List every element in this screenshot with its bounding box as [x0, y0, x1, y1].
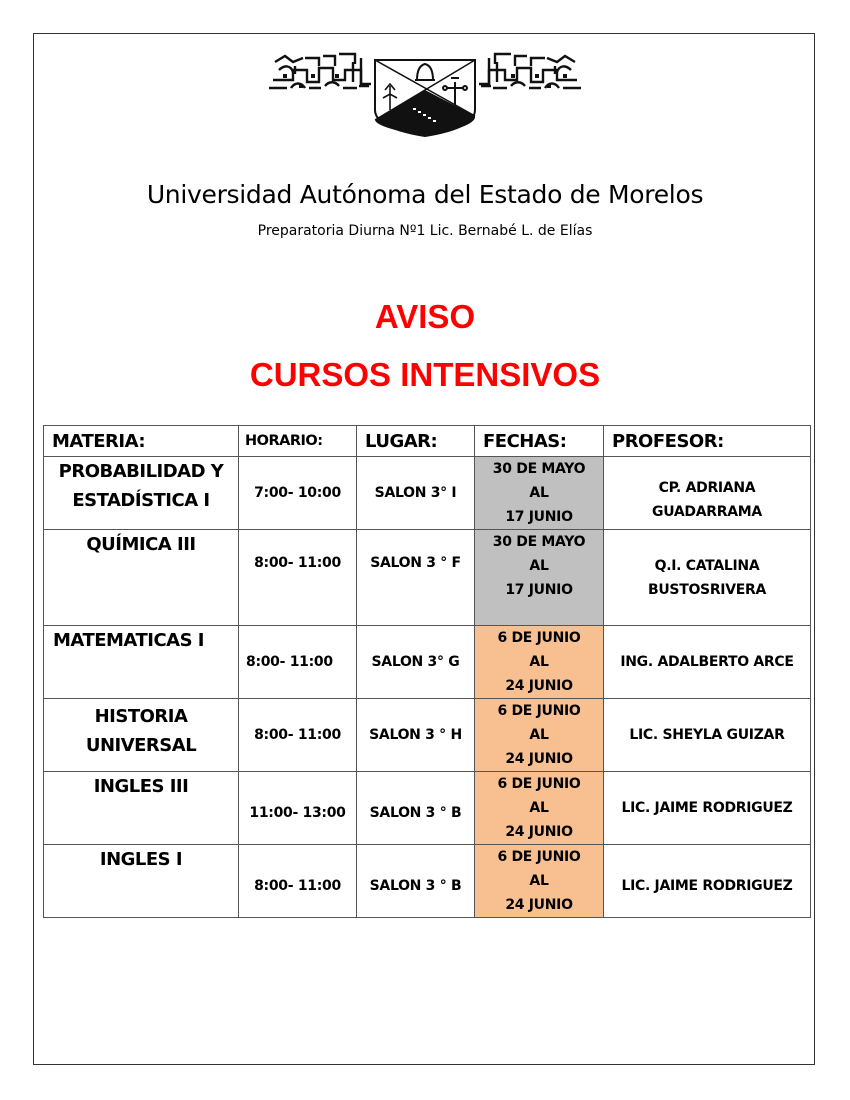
cell-horario: 11:00- 13:00 [239, 772, 357, 845]
materia-line: INGLES I [99, 849, 183, 870]
fecha-start: 6 DE JUNIO [497, 703, 581, 719]
cell-horario: 8:00- 11:00 [239, 626, 357, 699]
notice-title: AVISO [374, 298, 476, 335]
fecha-start: 30 DE MAYO [492, 534, 586, 550]
fecha-end: 24 JUNIO [505, 897, 573, 913]
materia-line: HISTORIA [94, 706, 188, 727]
cell-fechas [475, 845, 604, 918]
fecha-connector: AL [529, 873, 549, 889]
materia-line: QUÍMICA III [86, 534, 196, 555]
cell-fechas [475, 457, 604, 530]
fecha-end: 17 JUNIO [505, 582, 573, 598]
profesor-line: BUSTOSRIVERA [647, 582, 767, 598]
cell-materia [44, 772, 239, 845]
fecha-connector: AL [529, 558, 549, 574]
cell-lugar: SALON 3 ° B [357, 772, 475, 845]
cell-lugar: SALON 3 ° F [357, 530, 475, 626]
table-row [44, 772, 811, 845]
fecha-connector: AL [529, 727, 549, 743]
cell-lugar: SALON 3° I [357, 457, 475, 530]
cell-materia [44, 699, 239, 772]
materia-line: INGLES III [93, 776, 189, 797]
profesor-line: ING. ADALBERTO ARCE [620, 654, 794, 670]
cell-profesor [604, 845, 811, 918]
profesor-line: CP. ADRIANA [658, 480, 756, 496]
fecha-start: 30 DE MAYO [492, 461, 586, 477]
cell-fechas [475, 530, 604, 626]
cell-profesor [604, 772, 811, 845]
cell-fechas [475, 626, 604, 699]
crest-icon [265, 40, 585, 140]
cell-profesor [604, 530, 811, 626]
cell-lugar: SALON 3 ° B [357, 845, 475, 918]
table-row [44, 699, 811, 772]
cell-horario: 7:00- 10:00 [239, 457, 357, 530]
table-row [44, 530, 811, 626]
table-header-row [44, 426, 811, 457]
cell-horario: 8:00- 11:00 [239, 699, 357, 772]
courses-table [43, 425, 811, 918]
school-name: Preparatoria Diurna Nº1 Lic. Bernabé L. de Elías [257, 223, 593, 239]
profesor-line: LIC. JAIME RODRIGUEZ [621, 878, 793, 894]
fecha-end: 17 JUNIO [505, 509, 573, 525]
cell-materia [44, 530, 239, 626]
fecha-start: 6 DE JUNIO [497, 849, 581, 865]
cell-fechas [475, 772, 604, 845]
fecha-start: 6 DE JUNIO [497, 776, 581, 792]
profesor-line: LIC. JAIME RODRIGUEZ [621, 800, 793, 816]
fecha-end: 24 JUNIO [505, 751, 573, 767]
university-crest-logo [265, 40, 585, 140]
cell-lugar: SALON 3° G [357, 626, 475, 699]
column-header-profesor: PROFESOR: [604, 426, 811, 457]
cell-profesor [604, 457, 811, 530]
cell-lugar: SALON 3 ° H [357, 699, 475, 772]
profesor-line: Q.I. CATALINA [654, 558, 760, 574]
materia-line: UNIVERSAL [85, 735, 197, 756]
profesor-line: LIC. SHEYLA GUIZAR [629, 727, 785, 743]
cell-profesor [604, 626, 811, 699]
fecha-connector: AL [529, 654, 549, 670]
table-row [44, 845, 811, 918]
profesor-line: GUADARRAMA [652, 504, 762, 520]
fecha-connector: AL [529, 800, 549, 816]
cell-materia [44, 626, 239, 699]
column-header-lugar: LUGAR: [357, 426, 475, 457]
cell-horario: 8:00- 11:00 [239, 530, 357, 626]
table-row [44, 626, 811, 699]
materia-line: MATEMATICAS I [53, 630, 205, 651]
fecha-connector: AL [529, 485, 549, 501]
column-header-materia: MATERIA: [44, 426, 239, 457]
column-header-fechas: FECHAS: [475, 426, 604, 457]
fecha-end: 24 JUNIO [505, 678, 573, 694]
notice-subtitle: CURSOS INTENSIVOS [249, 356, 601, 393]
table-row [44, 457, 811, 530]
cell-fechas [475, 699, 604, 772]
materia-line: ESTADÍSTICA I [72, 490, 210, 511]
fecha-start: 6 DE JUNIO [497, 630, 581, 646]
university-name: Universidad Autónoma del Estado de Morelos [146, 180, 704, 209]
materia-line: PROBABILIDAD Y [58, 461, 224, 482]
cell-horario: 8:00- 11:00 [239, 845, 357, 918]
fecha-end: 24 JUNIO [505, 824, 573, 840]
cell-materia [44, 845, 239, 918]
cell-profesor [604, 699, 811, 772]
cell-materia [44, 457, 239, 530]
column-header-horario: HORARIO: [239, 426, 357, 457]
